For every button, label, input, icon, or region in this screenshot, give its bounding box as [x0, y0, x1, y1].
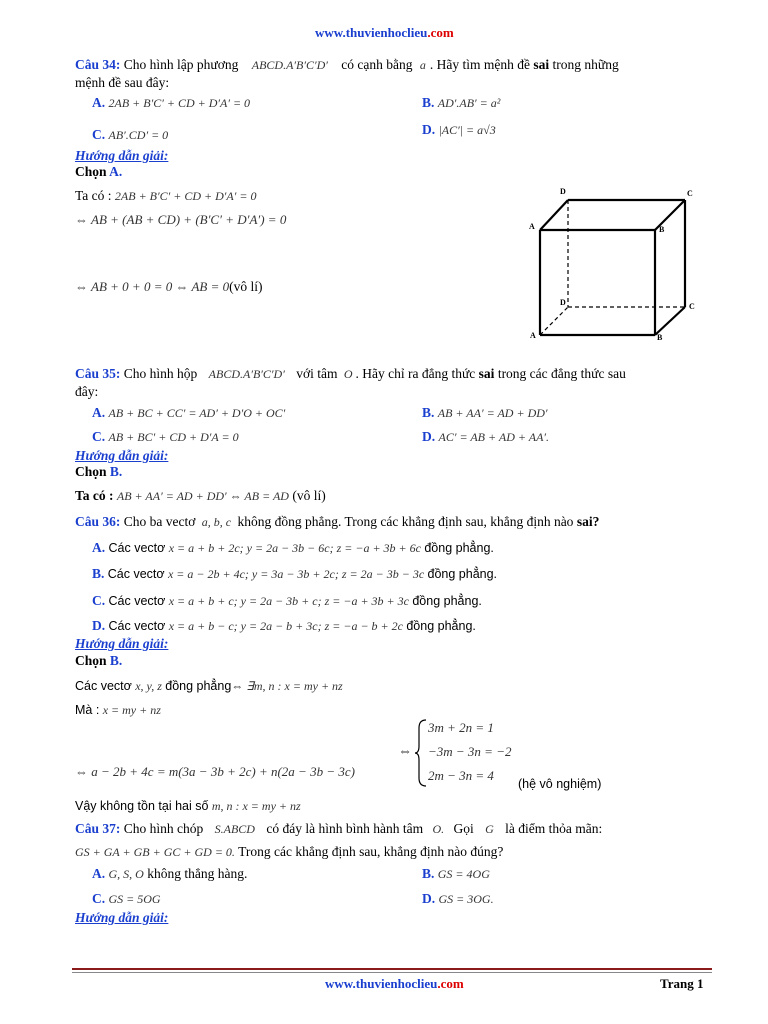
q35-text-a: Cho hình hộp [123, 366, 198, 381]
cube-label-d-bot: D [560, 298, 566, 307]
page-number: Trang 1 [660, 976, 704, 991]
q35-line2: đây: [75, 384, 99, 399]
q34-keyword: sai [533, 57, 550, 72]
q35-eq: AB + AA′ = AD + DD′ ⇔ AB = AD [116, 489, 289, 503]
q37-text-d: là điểm thỏa mãn: [505, 821, 603, 836]
cube-label-b-top: B [659, 225, 665, 234]
chon-label: Chọn [75, 653, 107, 668]
taco-label: Ta có : [75, 188, 112, 203]
q36-option-a [92, 540, 494, 556]
q34-text-d: trong những [552, 57, 619, 72]
q37-math-c: G [485, 822, 494, 836]
q34-text-b: có cạnh bằng [341, 57, 413, 72]
q37-option-a [92, 866, 247, 882]
chon-label: Chọn [75, 464, 107, 479]
q37-math-a: S.ABCD [214, 822, 255, 836]
option-post: đồng phẳng. [424, 541, 494, 555]
cube-edge [655, 307, 685, 335]
q37-label: Câu 37: [75, 821, 121, 836]
option-label: B. [92, 566, 105, 581]
step1-math2: ⇔ ∃m, n : x = my + nz [231, 679, 343, 693]
option-post: đồng phẳng. [412, 594, 482, 608]
option-pre: Các vectơ [108, 594, 166, 608]
footer-rule-thin [72, 972, 712, 973]
q35-option-c [92, 429, 239, 445]
option-math: AB + BC + CC′ = AD′ + D′O + OC′ [108, 406, 286, 420]
option-label: D. [92, 618, 106, 633]
q34-option-c [92, 127, 168, 143]
q35-math-b: O [343, 367, 353, 381]
q34-guide: Hướng dẫn giải: [75, 148, 169, 163]
cube-edge [540, 200, 568, 230]
q34-taco-line [75, 188, 256, 204]
q35-option-a [92, 405, 285, 421]
chon-answer: B. [109, 653, 123, 668]
q34-option-a [92, 95, 250, 111]
option-math: AC′ = AB + AD + AA′. [438, 430, 550, 444]
option-post: đồng phẳng. [406, 619, 476, 633]
option-math: GS = 3OG. [438, 892, 494, 906]
chon-answer: B. [109, 464, 123, 479]
cube-label-d-top: D [560, 187, 566, 196]
q34-line2: mệnh đề sau đây: [75, 75, 170, 90]
q36-keyword: sai? [576, 514, 600, 529]
q37-question: Trong các khẳng định sau, khẳng định nào đúng? [238, 844, 504, 859]
cube-label-a-top: A [529, 222, 535, 231]
q36-answer [75, 653, 122, 669]
q35-text-b: với tâm [296, 366, 338, 381]
header-site-main[interactable]: www.thuvienhoclieu [315, 25, 428, 40]
cube-diagram [525, 185, 705, 343]
q36-label: Câu 36: [75, 514, 121, 529]
q34-eq3-line [75, 279, 263, 295]
option-math: 2AB + B′C′ + CD + D′A′ = 0 [108, 96, 251, 110]
option-label: B. [422, 95, 435, 110]
system-eq-1: 3m + 2n = 1 [428, 720, 494, 735]
cube-label-a-bot: A [530, 331, 536, 340]
option-math: x = a + b − c; y = 2a − b + 3c; z = −a − b + 2c [168, 619, 403, 633]
option-label: D. [422, 429, 436, 444]
q34-line1 [75, 57, 619, 73]
footer-site[interactable] [325, 976, 464, 992]
q36-step1 [75, 678, 343, 694]
q37-line2 [75, 844, 503, 860]
q37-text-c: Gọi [453, 821, 474, 836]
option-math: AD′.AB′ = a² [437, 96, 501, 110]
option-label: A. [92, 866, 106, 881]
q36-step2 [75, 702, 161, 718]
q34-label: Câu 34: [75, 57, 121, 72]
option-pre: Các vectơ [108, 619, 166, 633]
q35-math-a: ABCD.A′B′C′D′ [208, 367, 285, 381]
q36-option-c [92, 593, 482, 609]
chon-answer: A. [109, 164, 123, 179]
option-label: C. [92, 593, 106, 608]
option-math: GS = 5OG [108, 892, 161, 906]
header-site-tld[interactable]: .com [427, 25, 454, 40]
q37-condition: GS + GA + GB + GC + GD = 0. [75, 845, 235, 859]
q35-keyword: sai [478, 366, 495, 381]
cube-label-c-bot: C [689, 302, 695, 311]
q35-option-b [422, 405, 548, 421]
system-note: (hệ vô nghiệm) [518, 777, 602, 791]
footer-site-main[interactable]: www.thuvienhoclieu [325, 976, 438, 991]
option-label: A. [92, 540, 106, 555]
option-post: đồng phẳng. [427, 567, 498, 581]
step2-pre: Mà : [75, 703, 100, 717]
option-post: không thẳng hàng. [147, 866, 248, 881]
option-pre: Các vectơ [108, 541, 166, 555]
q37-line1 [75, 821, 602, 837]
option-math: |AC′| = a√3 [438, 123, 496, 137]
step1-math: x, y, z [135, 679, 162, 693]
q34-math-b: a [419, 58, 426, 72]
q34-text-c: . Hãy tìm mệnh đề [429, 57, 530, 72]
q36-text-b: không đồng phẳng. Trong các khẳng định sau, khẳng định nào [237, 514, 574, 529]
q35-voli: (vô lí) [292, 488, 326, 503]
option-math: x = a + b + c; y = 2a − 3b + c; z = −a + 3b + 3c [168, 594, 409, 608]
q35-answer [75, 464, 122, 480]
conclusion-math: m, n : x = my + nz [211, 799, 301, 813]
q36-option-d [92, 618, 476, 634]
option-label: B. [422, 405, 435, 420]
conclusion-pre: Vậy không tồn tại hai số [75, 799, 209, 813]
footer-rule [72, 968, 712, 970]
q36-guide: Hướng dẫn giải: [75, 636, 169, 651]
option-label: D. [422, 891, 436, 906]
step1-mid: đồng phẳng [165, 679, 232, 693]
q35-text-c: . Hãy chỉ ra đẳng thức [355, 366, 476, 381]
step1-pre: Các vectơ [75, 679, 132, 693]
q35-label: Câu 35: [75, 366, 121, 381]
q35-option-d [422, 429, 549, 445]
system-eq-2: −3m − 3n = −2 [428, 744, 512, 759]
option-label: A. [92, 95, 106, 110]
q36-step3: ⇔ a − 2b + 4c = m(3a − 3b + 2c) + n(2a − 3b − 3c) [75, 764, 355, 779]
header-site[interactable] [315, 25, 454, 41]
system-brace [414, 718, 428, 788]
option-label: D. [422, 122, 436, 137]
q37-option-b [422, 866, 490, 882]
cube-label-c-top: C [687, 189, 693, 198]
option-label: C. [92, 429, 106, 444]
q35-line1 [75, 366, 626, 382]
q37-math-b: O. [432, 822, 445, 836]
option-label: B. [422, 866, 435, 881]
option-label: C. [92, 127, 106, 142]
option-math: x = a − 2b + 4c; y = 3a − 3b + 2c; z = 2a − 3b − 3c [167, 567, 425, 581]
q36-system-arrow: ⇔ [398, 744, 412, 759]
cube-hidden-edge [540, 307, 568, 335]
q35-taco-line [75, 488, 326, 504]
option-math: AB′.CD′ = 0 [108, 128, 169, 142]
q36-option-b [92, 566, 497, 582]
option-math: AB + AA′ = AD + DD′ [437, 406, 548, 420]
q37-option-c [92, 891, 161, 907]
q34-math-a: ABCD.A′B′C′D′ [251, 58, 328, 72]
q35-text-d: trong các đẳng thức sau [497, 366, 626, 381]
option-math: GS = 4OG [437, 867, 490, 881]
q34-option-d [422, 122, 496, 138]
q36-math-a: a, b, c [201, 515, 232, 529]
q37-option-d [422, 891, 494, 907]
q34-answer [75, 164, 122, 180]
system-eq-3: 2m − 3n = 4 [428, 768, 494, 783]
q34-voli: (vô lí) [229, 279, 263, 294]
option-math: G, S, O [108, 867, 144, 881]
q34-text-a: Cho hình lập phương [123, 57, 239, 72]
option-math: x = a + b + 2c; y = 2a − 3b − 6c; z = −a + 3b + 6c [168, 541, 421, 555]
footer-site-tld[interactable]: .com [437, 976, 464, 991]
q36-text-a: Cho ba vectơ [123, 514, 196, 529]
q36-line1 [75, 514, 599, 530]
option-pre: Các vectơ [107, 567, 165, 581]
cube-label-b-bot: B [657, 333, 663, 342]
q36-conclusion [75, 798, 301, 814]
q37-text-a: Cho hình chóp [123, 821, 204, 836]
q34-option-b [422, 95, 500, 111]
step2-math: x = my + nz [102, 703, 161, 717]
q34-eq1: 2AB + B′C′ + CD + D′A′ = 0 [114, 189, 257, 203]
q37-text-b: có đáy là hình bình hành tâm [266, 821, 424, 836]
q37-guide: Hướng dẫn giải: [75, 910, 169, 925]
q35-guide: Hướng dẫn giải: [75, 448, 169, 463]
option-math: AB + BC′ + CD + D′A = 0 [108, 430, 239, 444]
chon-label: Chọn [75, 164, 107, 179]
taco-label: Ta có : [75, 488, 114, 503]
q34-eq2: ⇔ AB + (AB + CD) + (B′C′ + D′A′) = 0 [75, 212, 287, 227]
option-label: C. [92, 891, 106, 906]
option-label: A. [92, 405, 106, 420]
q34-eq3: ⇔ AB + 0 + 0 = 0 ⇔ AB = 0 [75, 279, 230, 294]
